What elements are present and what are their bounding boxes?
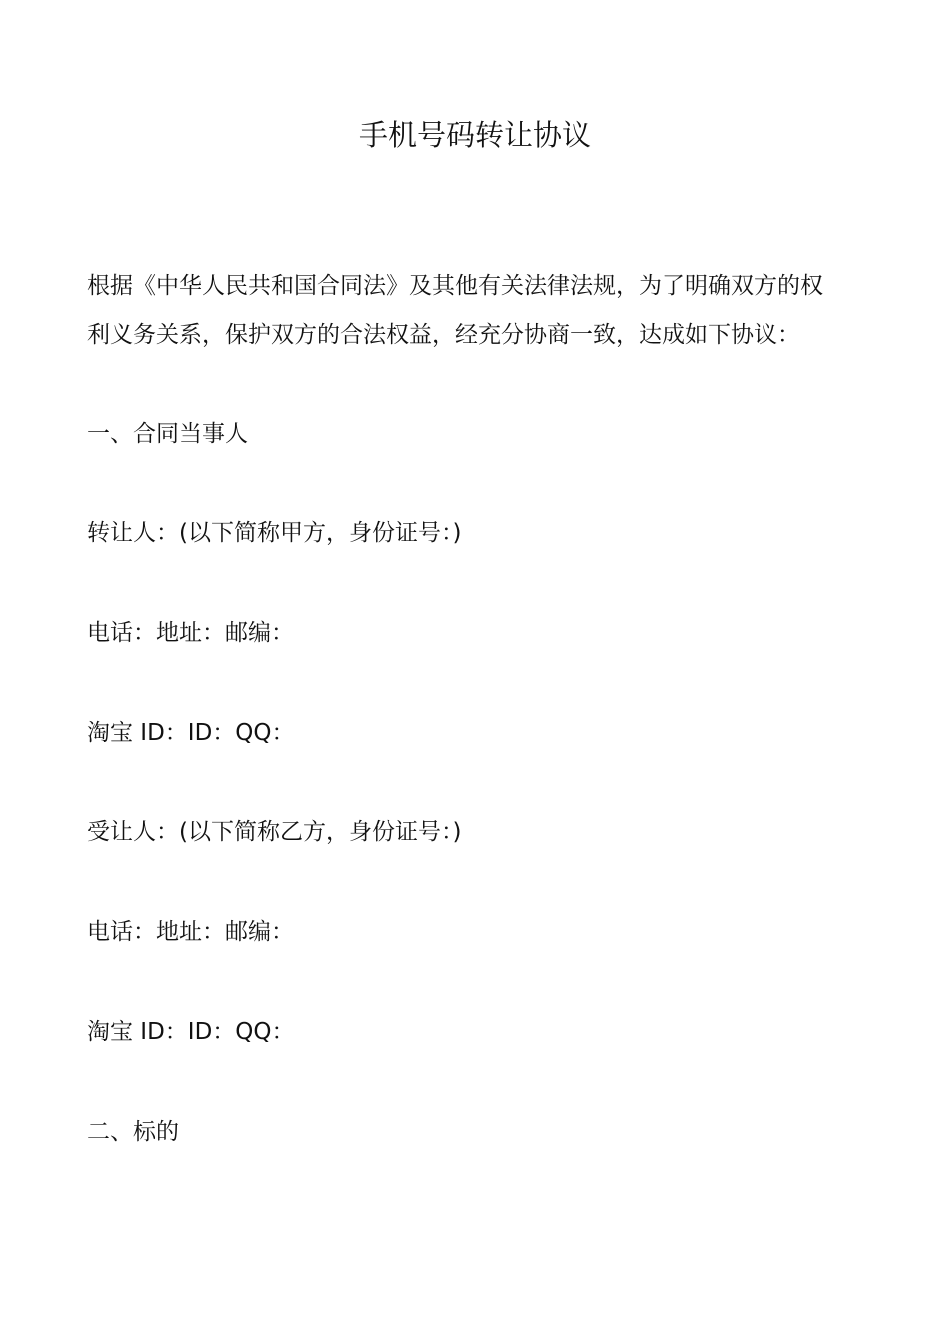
intro-paragraph-line-2: 利义务关系，保护双方的合法权益，经充分协商一致，达成如下协议： bbox=[87, 322, 800, 348]
party-a-line: 转让人：(以下简称甲方，身份证号：) bbox=[87, 520, 462, 546]
party-b-contact-line: 电话：地址：邮编： bbox=[87, 919, 294, 945]
section-1-heading: 一、合同当事人 bbox=[87, 421, 248, 447]
party-a-contact-line: 电话：地址：邮编： bbox=[87, 620, 294, 646]
intro-paragraph-line-1: 根据《中华人民共和国合同法》及其他有关法律法规，为了明确双方的权 bbox=[87, 273, 823, 299]
party-b-ids-line: 淘宝 ID：ID：QQ： bbox=[87, 1019, 295, 1045]
document-title: 手机号码转让协议 bbox=[358, 118, 591, 152]
party-a-ids-line: 淘宝 ID：ID：QQ： bbox=[87, 720, 295, 746]
party-b-line: 受让人：(以下简称乙方，身份证号：) bbox=[87, 819, 462, 845]
section-2-heading: 二、标的 bbox=[87, 1119, 179, 1145]
